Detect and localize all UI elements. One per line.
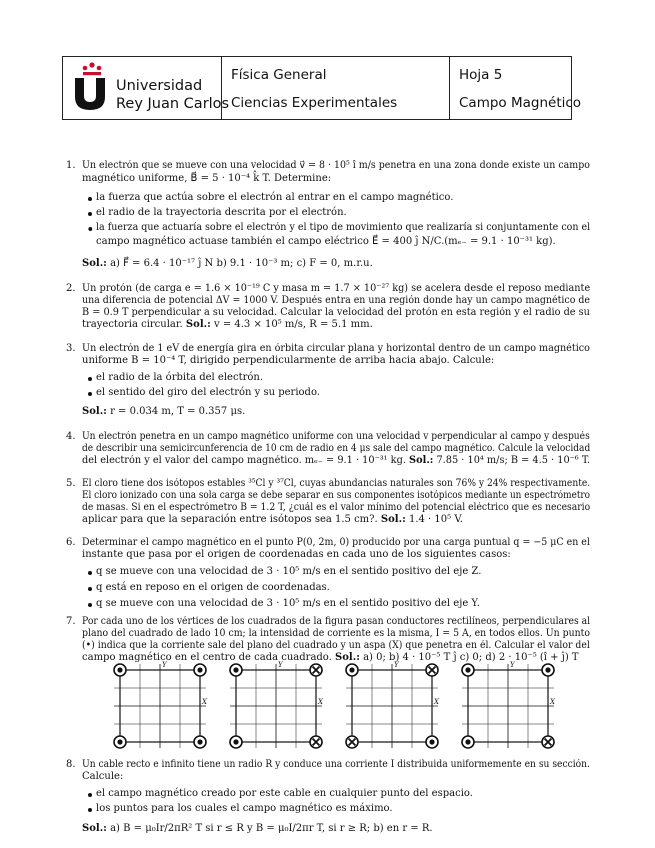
square-figure-b [230,664,322,748]
problem-text: magnético uniforme, B⃗ = 5 · 10⁻⁴ k̂ T. Determine: [82,173,332,184]
axis-label-x: X [550,698,555,706]
problem-number: 8. [66,759,76,770]
sheet-number: Hoja 5 [459,67,503,83]
square-figure-c [346,664,438,748]
problem-number: 4. [66,431,76,442]
problem-number: 7. [66,616,76,627]
solution-label: Sol.: [82,258,107,269]
problem-text: de describir una semicircunferencia de 10 cm de radio en 4 μs sale del campo magnético. Calcule la velocidad [82,443,591,454]
problem-bullet: q se mueve con una velocidad de 3 · 10⁵ m/s en el sentido positivo del eje Z. [96,566,482,577]
problem-bullet: la fuerza que actuaría sobre el electrón y el tipo de movimiento que realizaría si conjuntamente con el [96,222,591,233]
axis-label-y: Y [162,661,167,669]
university-logo-icon [73,78,107,110]
problem-text: Calcule: [82,771,124,782]
axis-label-x: X [202,698,207,706]
square-figure-d [462,664,554,748]
solution-label: Sol.: [82,823,107,834]
problem-text: de masas. Si en el espectrómetro B = 1.2 T, ¿cuál es el valor mínimo del potencial eléctrico que es necesario [82,502,591,513]
solution-text: 7.85 · 10⁴ m/s; B = 4.5 · 10⁻⁶ T. [436,455,591,466]
problem-bullet: los puntos para los cuales el campo magnético es máximo. [96,803,393,814]
problem-text: Un electrón penetra en un campo magnético uniforme con una velocidad v perpendicular al campo y después [82,431,590,442]
problem-number: 3. [66,343,76,354]
university-name-line1: Universidad [116,78,203,94]
solution-label: Sol.: [409,455,434,466]
problem-text: Un cable recto e infinito tiene un radio R y conduce una corriente I distribuida uniformemente en su sección. [82,759,590,770]
axis-label-x: X [318,698,323,706]
problem-text: Un protón (de carga e = 1.6 × 10⁻¹⁹ C y masa m = 1.7 × 10⁻²⁷ kg) se acelera desde el reposo mediante [82,283,591,294]
solution-label: Sol.: [380,514,406,525]
solution-text: a) B = μ₀Ir/2πR² T si r ≤ R y B = μ₀I/2πr T, si r ≥ R; b) en r = R. [110,823,433,834]
problem-number: 1. [66,160,76,171]
university-name-line2: Rey Juan Carlos [116,96,230,112]
problem-text [82,318,373,331]
degree-title: Ciencias Experimentales [231,95,398,111]
problem-text [82,513,463,526]
problem-text: uniforme B = 10⁻⁴ T, dirigido perpendicularmente de arriba hacia abajo. Calcule: [82,355,495,366]
problem-text: instante que pasa por el origen de coordenadas en cada uno de los siguientes casos: [82,549,511,560]
problem-text: B = 0.9 T perpendicular a su velocidad. Calcular la velocidad del protón en esta región y el radio de su [82,307,590,318]
square-figure-a [114,664,206,748]
problem-text-end: trayectoria circular. [82,319,183,330]
solution-text: a) 0; b) 4 · 10⁻⁵ T ĵ c) 0; d) 2 · 10⁻⁵ (î + ĵ) T [363,652,579,663]
problem-bullet: la fuerza que actúa sobre el electrón al entrar en el campo magnético. [96,192,454,203]
problem-text-end: campo magnético en el centro de cada cuadrado. [82,652,332,663]
topic-title: Campo Magnético [459,95,582,111]
problem-text: Por cada uno de los vértices de los cuadrados de la figura pasan conductores rectilíneos, perpendiculares al [82,616,591,627]
solution [82,822,433,835]
problem-bullet: el radio de la trayectoria descrita por el electrón. [96,207,347,218]
problem-bullet: el radio de la órbita del electrón. [96,372,264,383]
problem-bullet: q se mueve con una velocidad de 3 · 10⁵ m/s en el sentido positivo del eje Y. [96,598,480,609]
solution-text: r = 0.034 m, T = 0.357 μs. [110,406,246,417]
problem-text: (•) indica que la corriente sale del plano del cuadrado y un aspa (X) que penetra en él. Calcular el valor del [82,640,590,651]
solution [82,405,245,418]
problem-number: 2. [66,283,76,294]
problem-bullet: q está en reposo en el origen de coordenadas. [96,582,330,593]
problem-text: El cloro tiene dos isótopos estables ³⁵Cl y ³⁷Cl, cuyas abundancias naturales son 76% y 24% respectivamente. [82,478,591,489]
problem-text [82,454,590,467]
problem-text: Determinar el campo magnético en el punto P(0, 2m, 0) producido por una carga puntual q = −5 μC en el [82,537,590,548]
axis-label-y: Y [510,661,515,669]
solution-text: 1.4 · 10⁵ V. [408,514,463,525]
problem-text-end: aplicar para que la separación entre isótopos sea 1.5 cm?. [82,514,378,525]
axis-label-y: Y [394,661,399,669]
axis-label-x: X [434,698,439,706]
problem-text-end: del electrón y el valor del campo magnético. mₑ₋ = 9.1 · 10⁻³¹ kg. [82,455,406,466]
problem-number: 5. [66,478,76,489]
problem-bullet-cont: campo magnético actuase también el campo eléctrico E⃗ = 400 ĵ N/C.(mₑ₋ = 9.1 · 10⁻³¹ kg). [96,236,556,247]
solution-label: Sol.: [82,406,107,417]
solution-label: Sol.: [185,319,211,330]
solution-text: a) F⃗ = 6.4 · 10⁻¹⁷ ĵ N b) 9.1 · 10⁻³ m; c) F = 0, m.r.u. [110,258,373,269]
solution-label: Sol.: [335,652,360,663]
square-conductors-figure [112,660,555,750]
subject-title: Física General [231,67,327,83]
solution-text: v = 4.3 × 10⁵ m/s, R = 5.1 mm. [213,319,373,330]
problem-text: Un electrón de 1 eV de energía gira en órbita circular plana y horizontal dentro de un campo magnético [82,343,590,354]
problem-text: Un electrón que se mueve con una velocidad v⃗ = 8 · 10⁵ î m/s penetra en una zona donde existe un campo [82,160,590,171]
problem-text: El cloro ionizado con una sola carga se debe separar en sus componentes isotópicos mediante un espectrómetro [82,490,591,501]
university-crown-icon [80,62,104,76]
problem-text: plano del cuadrado de lado 10 cm; la intensidad de corriente es la misma, I = 5 A, en todos ellos. Un punto [82,628,591,639]
solution [82,257,373,270]
axis-label-y: Y [278,661,283,669]
problem-number: 6. [66,537,76,548]
problem-bullet: el sentido del giro del electrón y su periodo. [96,387,320,398]
header-divider [449,57,450,119]
problem-bullet: el campo magnético creado por este cable en cualquier punto del espacio. [96,788,473,799]
problem-text: una diferencia de potencial ΔV = 1000 V. Después entra en una región donde hay un campo magnético de [82,295,591,306]
